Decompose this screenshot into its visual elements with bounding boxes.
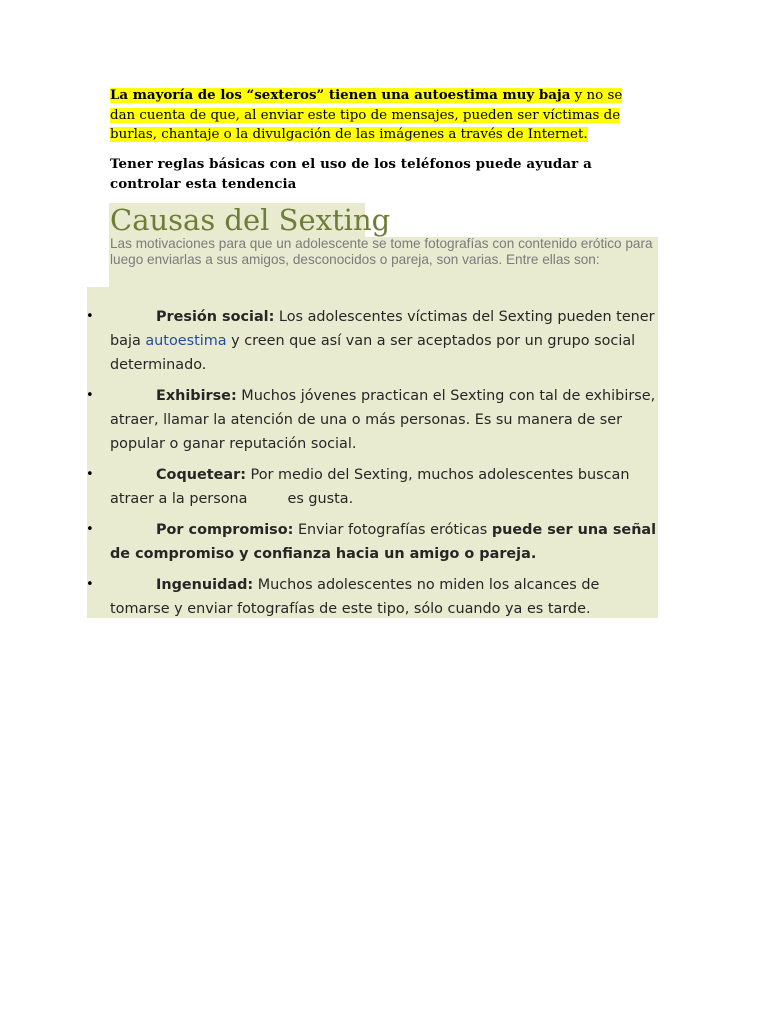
list-item (86, 463, 658, 511)
list-item (86, 573, 658, 621)
list-item (86, 518, 658, 566)
list-item (86, 305, 658, 377)
cause-text: Los adolescentes víctimas del Sexting pueden tener baja (110, 309, 655, 349)
cause-term: Coquetear: (156, 467, 246, 483)
cause-text: es gusta. (287, 491, 354, 507)
intro-highlight (110, 88, 622, 142)
cause-text: y creen que así van a ser aceptados por un grupo social determinado. (110, 333, 636, 373)
cause-bold-text: puede ser una señal de compromiso y confianza hacia un amigo o pareja. (110, 522, 657, 562)
bullet-icon: • (86, 467, 94, 482)
bullet-icon: • (86, 388, 94, 403)
bullet-icon: • (86, 522, 94, 537)
cause-term: Exhibirse: (156, 388, 237, 404)
cause-text: Muchos adolescentes no miden los alcances de tomarse y enviar fotografías de este tipo, sólo cuando ya es tarde. (110, 577, 600, 617)
intro-rest-text: y no se dan cuenta de que, al enviar este tipo de mensajes, pueden ser víctimas de burlas, chantaje o la divulgación de las imágenes a través de Internet. (110, 88, 623, 142)
bullet-icon: • (86, 309, 94, 324)
intro-paragraph (110, 86, 640, 145)
section-title: Causas del Sexting (110, 203, 391, 237)
intro-bold-text: La mayoría de los “sexteros” tienen una autoestima muy baja (110, 87, 571, 103)
autoestima-link[interactable]: autoestima (145, 333, 227, 349)
rules-paragraph: Tener reglas básicas con el uso de los teléfonos puede ayudar a controlar esta tendencia (110, 156, 592, 192)
section-description: Las motivaciones para que un adolescente se tome fotografías con contenido erótico para luego enviarlas a sus amigos, desconocidos o pareja, son varias. Entre ellas son: (110, 236, 653, 267)
cause-text: Muchos jóvenes practican el Sexting con tal de exhibirse, atraer, llamar la atención de una o más personas. Es su manera de ser popular o ganar reputación social. (110, 388, 656, 452)
cause-term: Presión social: (156, 309, 275, 325)
cause-term: Por compromiso: (156, 522, 294, 538)
bullet-icon: • (86, 577, 94, 592)
cause-term: Ingenuidad: (156, 577, 254, 593)
causes-list (86, 305, 658, 628)
cause-text: Por medio del Sexting, muchos adolescentes buscan atraer a la persona (110, 467, 630, 507)
list-item (86, 384, 658, 456)
cause-text: Enviar fotografías eróticas (293, 522, 492, 538)
